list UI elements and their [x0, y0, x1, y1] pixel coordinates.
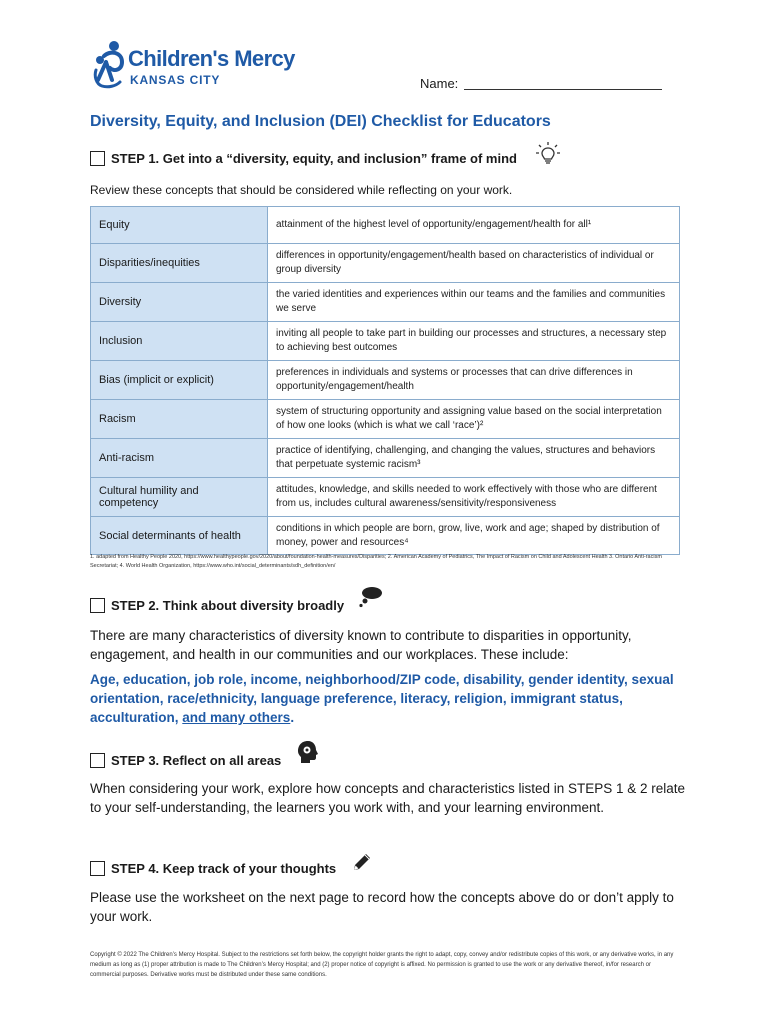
children-figures-logo-icon: [92, 40, 126, 90]
step-2-text: There are many characteristics of diversity known to contribute to disparities in opportunity, engagement, and health in our communities and our workplaces. These include:: [90, 628, 632, 662]
definition-cell: preferences in individuals and systems or processes that can drive differences in opportunity/engagement/health: [268, 361, 680, 400]
term-cell: Social determinants of health: [91, 517, 268, 555]
page-title: Diversity, Equity, and Inclusion (DEI) Checklist for Educators: [90, 113, 551, 130]
table-row: [91, 478, 680, 517]
step-3: [90, 753, 281, 768]
definition-cell: inviting all people to take part in building our processes and structures, a necessary step to achieving best outcomes: [268, 322, 680, 361]
step-4-text: Please use the worksheet on the next page to record how the concepts above do or don’t apply to your work.: [90, 890, 674, 924]
term-cell: Inclusion: [91, 322, 268, 361]
table-row: [91, 283, 680, 322]
head-gear-icon: [296, 739, 320, 765]
step-1-intro: Review these concepts that should be considered while reflecting on your work.: [90, 183, 513, 197]
list-period: .: [290, 710, 295, 725]
table-row: [91, 439, 680, 478]
term-cell: Cultural humility and competency: [91, 478, 268, 517]
table-row: [91, 361, 680, 400]
table-row: [91, 517, 680, 555]
step-3-checkbox[interactable]: [90, 753, 105, 768]
definition-cell: practice of identifying, challenging, and changing the values, structures and behaviors that perpetuate systemic racism³: [268, 439, 680, 478]
logo-city: KANSAS CITY: [130, 73, 221, 87]
step-1-checkbox[interactable]: [90, 151, 105, 166]
definition-cell: differences in opportunity/engagement/health based on characteristics of individual or group diversity: [268, 244, 680, 283]
table-row: [91, 400, 680, 439]
name-field[interactable]: [420, 76, 662, 91]
step-2-checkbox[interactable]: [90, 598, 105, 613]
definition-cell: attitudes, knowledge, and skills needed to work effectively with those who are different from us, includes cultural awareness/sensitivity/responsiveness: [268, 478, 680, 517]
table-row: [91, 322, 680, 361]
characteristics-text: Age, education, job role, income, neighborhood/ZIP code, disability, gender identity, sexual orientation, race/ethnicity, language preference, literacy, religion, immigrant status, acculturation,: [90, 672, 674, 725]
step-1-label: STEP 1. Get into a “diversity, equity, and inclusion” frame of mind: [111, 151, 517, 166]
term-cell: Bias (implicit or explicit): [91, 361, 268, 400]
lightbulb-icon: [535, 141, 561, 167]
term-cell: Disparities/inequities: [91, 244, 268, 283]
step-2-label: STEP 2. Think about diversity broadly: [111, 598, 345, 613]
definition-cell: attainment of the highest level of opportunity/engagement/health for all¹: [268, 207, 680, 244]
logo-name: Children's Mercy: [128, 46, 295, 71]
table-row: [91, 244, 680, 283]
step-4-checkbox[interactable]: [90, 861, 105, 876]
term-cell: Equity: [91, 207, 268, 244]
copyright-notice: Copyright © 2022 The Children’s Mercy Hospital. Subject to the restrictions set forth below, the copyright holder grants the right to adapt, copy, convey and/or redistribute copies of this work, or any derivative works, in any medium as long as (1) proper attribution is made to The Children’s Mercy Hospital; and (2) proper notice of copyright is affixed. No permission is granted to use the work or any derivative thereof, in/for research or commercial purposes. Derivative works must be distributed under these same conditions.: [90, 952, 674, 978]
name-blank-line[interactable]: [464, 89, 662, 90]
step-4: [90, 861, 336, 876]
term-cell: Diversity: [91, 283, 268, 322]
definition-cell: the varied identities and experiences within our teams and the families and communities we serve: [268, 283, 680, 322]
step-4-label: STEP 4. Keep track of your thoughts: [111, 861, 337, 876]
step-3-text: When considering your work, explore how concepts and characteristics listed in STEPS 1 & 2 relate to your self-understanding, the learners you work with, and your learning environment.: [90, 781, 686, 815]
table-row: [91, 207, 680, 244]
thought-bubble-icon: [358, 586, 384, 608]
pencil-icon: [351, 851, 373, 873]
step-3-label: STEP 3. Reflect on all areas: [111, 753, 282, 768]
term-cell: Racism: [91, 400, 268, 439]
step-2: [90, 598, 344, 613]
logo: [92, 40, 302, 92]
and-many-others-link[interactable]: and many others: [182, 710, 291, 725]
definition-cell: system of structuring opportunity and assigning value based on the social interpretation of how one looks (which is what we call ‘race’)²: [268, 400, 680, 439]
dei-concepts-table: [90, 206, 680, 555]
step-1: [90, 151, 517, 166]
term-cell: Anti-racism: [91, 439, 268, 478]
definition-cell: conditions in which people are born, grow, live, work and age; shaped by distribution of money, power and resources⁴: [268, 517, 680, 555]
diversity-characteristics-list: [90, 670, 690, 727]
table-footnote: 1. adapted from Healthy People 2020, https://www.healthypeople.gov/2020/about/foundation-health-measures/Disparities; 2. American Academy of Pediatrics, The Impact of Racism on Child and Adolescent Health 3. Ontario Anti-racism Secretariat; 4. World Health Organization, https://www.who.int/social_determinants/sdh_definition/en/: [90, 554, 662, 569]
name-label: Name:: [420, 76, 459, 91]
